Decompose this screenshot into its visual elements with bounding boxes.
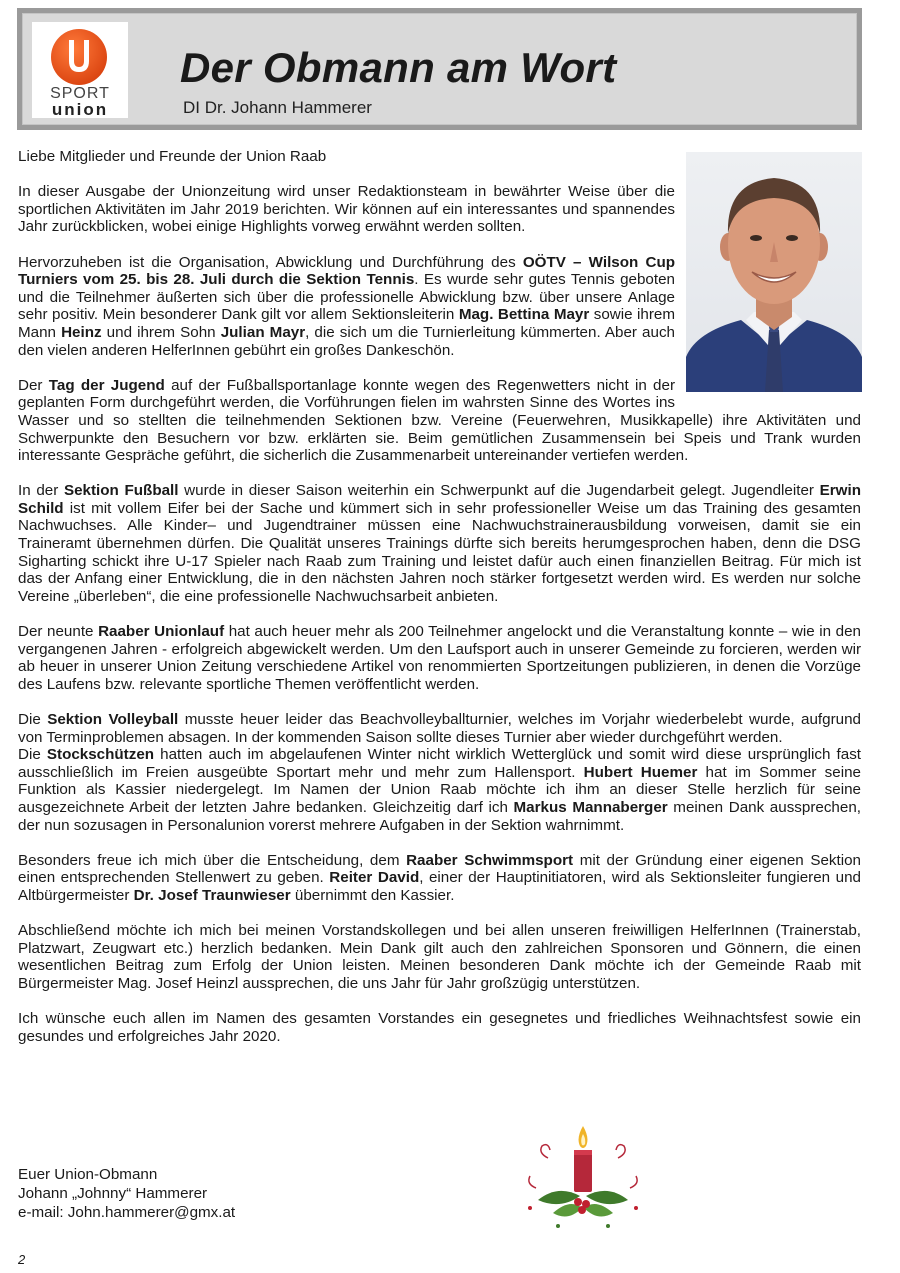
paragraph-tennis: Hervorzuheben ist die Organisation, Abwicklung und Durchführung des OÖTV – Wilson Cup Turniers vom 25. bis 28. Juli durch die Sektion Tennis. Es wurde sehr gutes Tennis geboten und die Teilnehmer äußerten sich über die professionelle Abwicklung bzw. über unsere Anlage sehr positiv. Mein besonderer Dank gilt vor allem Sektionsleiterin Mag. Bettina Mayr sowie ihrem Mann Heinz und ihrem Sohn Julian Mayr, die sich um die Turnierleitung kümmerten. Aber auch den vielen anderen HelferInnen gebührt ein großes Dankeschön. — [18, 253, 676, 359]
paragraph-swimming: Besonders freue ich mich über die Entscheidung, dem Raaber Schwimmsport mit der Gründung einer eigenen Sektion einen entsprechenden Stellenwert zu geben. Reiter David, einer der Hauptinitiatoren, wird als Sektionsleiter fungieren und Altbürgermeister Dr. Josef Traunwieser übernimmt den Kassier. — [18, 851, 861, 904]
paragraph-volleyball: Die Sektion Volleyball musste heuer leider das Beachvolleyballturnier, welches im Vorjahr wiederbelebt wurde, aufgrund von Terminproblemen absagen. In der kommenden Saison sollte dieses Turnier aber wieder durchgeführt werden. — [18, 711, 861, 746]
logo-sport-text: SPORT — [50, 85, 110, 102]
paragraph-unionlauf: Der neunte Raaber Unionlauf hat auch heuer mehr als 200 Teilnehmer angelockt und die Veranstaltung konnte – wie in den vergangenen Jahren - erfolgreich abgewickelt werden. Um den Laufsport auch in unserer Gemeinde zu forcieren, werden wir ab heuer in unserer Union Zeitung verschiedene Artikel von renommierten Sportzeitungen publizieren, in denen die Vorzüge des Laufens bzw. relevante sportliche Themen veröffentlicht werden. — [18, 623, 861, 693]
header-panel — [22, 13, 857, 125]
paragraph-football: In der Sektion Fußball wurde in dieser Saison weiterhin ein Schwerpunkt auf die Jugendarbeit gelegt. Jugendleiter Erwin Schild ist mit vollem Eifer bei der Sache und kümmert sich in sehr professioneller Weise um das Training des gesamten Nachwuchses. Alle Kinder– und Jugendtrainer müssen eine Nachwuchstrainerausbildung vorweisen, damit sie ein Traineramt übernehmen dürfen. Die Qualität unseres Trainings dürfte sich bereits herumgesprochen haben, denn die DSG Sigharting schickt ihre U-17 Spieler nach Raab zum Training und leistet dafür auch einen finanziellen Beitrag. Für mich ist das der Anfang einer Entwicklung, die in den nächsten Jahren noch stärker fortgesetzt werden wird. Es werden nur solche Vereine „überleben“, die eine professionelle Nachwuchsarbeit anbieten. — [18, 482, 861, 605]
header-frame — [17, 8, 862, 130]
signoff-email[interactable]: e-mail: John.hammerer@gmx.at — [18, 1204, 236, 1221]
logo-union-text: union — [51, 100, 109, 119]
page-number: 2 — [18, 1252, 26, 1267]
signoff-block — [18, 1165, 235, 1222]
sport-union-logo-icon — [32, 22, 128, 118]
photo-spacer — [685, 148, 861, 410]
paragraph-thanks: Abschließend möchte ich mich bei meinen Vorstandskollegen und bei allen unseren freiwilligen HelferInnen (Trainerstab, Platzwart, Zeugwart etc.) herzlich bedanken. Mein Dank gilt auch den zahlreichen Sponsoren und Gönnern, die einen wesentlichen Beitrag zum Erfolg der Union leisten. Meinen besonderen Dank möchte ich der Gemeinde Raab mit Bürgermeister Mag. Josef Heinzl aussprechen, die uns Jahr für Jahr großzügig unterstützen. — [18, 922, 861, 992]
page-title: Der Obmann am Wort — [180, 44, 617, 91]
paragraph-intro: In dieser Ausgabe der Unionzeitung wird unser Redaktionsteam in bewährter Weise über die sportlichen Aktivitäten im Jahr 2019 berichten. Wir können auf ein interessantes und spannendes Jahr zurückblicken, wobei einige Highlights vorweg erwähnt werden sollten. — [18, 183, 675, 236]
signoff-role: Euer Union-Obmann — [18, 1166, 158, 1183]
paragraph-stockschuetzen: Die Stockschützen hatten auch im abgelaufenen Winter nicht wirklich Wetterglück und somit wird diese ursprünglich fast ausschließlich im Freien ausgeübte Sportart mehr und mehr zum Hallensport. Hubert Huemer hat im Sommer seine Funktion als Kassier niedergelegt. Im Namen der Union Raab möchte ich ihm an dieser Stelle herzlich für seine ausgezeichnete Arbeit der letzten Jahre bedanken. Gleichzeitig darf ich Markus Mannaberger meinen Dank aussprechen, der nun sozusagen in Personalunion vorerst mehrere Aufgaben in der Sektion wahrnimmt. — [18, 746, 862, 834]
signoff-name: Johann „Johnny“ Hammerer — [18, 1185, 208, 1202]
logo-u-mark — [50, 28, 108, 86]
letter-body — [18, 148, 861, 1063]
author-subtitle: DI Dr. Johann Hammerer — [183, 98, 372, 117]
advent-candle-icon — [518, 1118, 648, 1233]
paragraph-youth-day: Der Tag der Jugend auf der Fußballsportanlage konnte wegen des Regenwetters nicht in der geplanten Form durchgeführt werden, die Vorführungen fielen im wahrsten Sinne des Wortes ins Wasser und so stellten die teilnehmenden Sektionen bzw. Vereine (Feuerwehren, Musikkapelle) ihre Aktivitäten und Schwerpunkte den Besuchern vor bzw. erklärten sie. Beim gemütlichen Zusammensein bei Speis und Trank wurden interessante Gespräche geführt, die sicherlich die Zusammenarbeit untereinander vertiefen werden. — [18, 376, 861, 465]
greeting-paragraph: Liebe Mitglieder und Freunde der Union Raab — [18, 148, 327, 165]
paragraph-wishes: Ich wünsche euch allen im Namen des gesamten Vorstandes ein gesegnetes und friedliches Weihnachtsfest sowie ein gesundes und erfolgreiches Jahr 2020. — [18, 1010, 861, 1045]
